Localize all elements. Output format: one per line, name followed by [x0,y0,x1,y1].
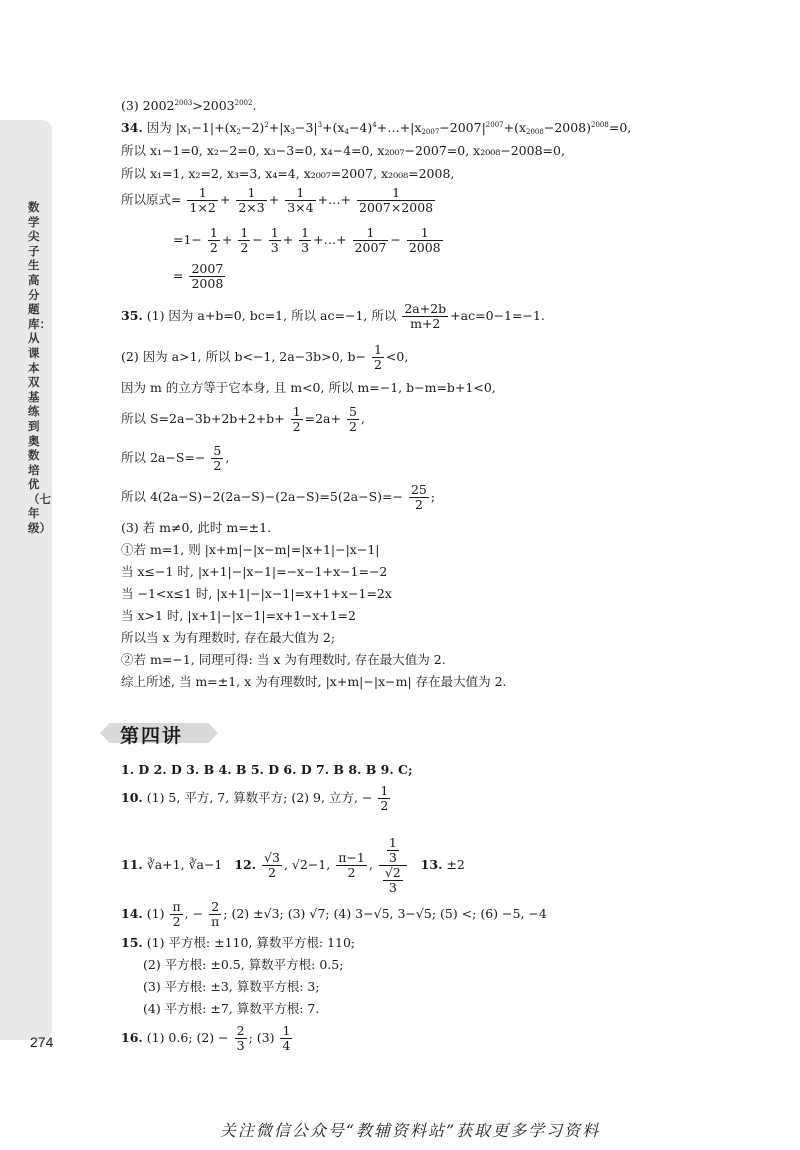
answer-line: ①若 m=1, 则 |x+m|−|x−m|=|x+1|−|x−1| [121,542,380,557]
answer-line: (2) 因为 a>1, 所以 b<−1, 2a−3b>0, b− $\frac{1}{2}$ <0, [121,342,409,372]
answer-line: (3) 平方根: ±3, 算数平方根: 3; [143,979,320,994]
answer-line: 当 x≤−1 时, |x+1|−|x−1|=−x−1+x−1=−2 [121,564,388,579]
answer-line: (3) 若 m≠0, 此时 m=±1. [121,520,272,535]
answer-line: = $\frac{2007}{2008}$ [173,261,224,291]
page-number: 274 [30,1034,54,1050]
side-tab [0,120,52,1040]
answer-line: 所以 2a−S=− $\frac{5}{2}$ , [121,443,230,473]
answer-line: (3) $2002^{2003}>2003^{2002}$. [121,98,257,113]
footer-note: 关注微信公众号“教辅资料站”获取更多学习资料 [219,1121,601,1140]
answer-10: 10. (1) 5, 平方, 7, 算数平方; (2) 9, 立方, − $\frac{1}{2}$ [121,783,389,813]
question-34-line-1: 34. 因为 $|x_1-1|+(x_2-2)^2+|x_3-3|^3+(x_4-4)^4+\dots+|x_{2007}-2007|^{2007}+(x_{2008}-2008)^{2008}=0$, [121,120,632,136]
answer-line: 所以 S=2a−3b+2b+2+b+ $\frac{1}{2}$ =2a+ $\frac{5}{2}$ , [121,404,365,434]
answer-line: 所以当 x 为有理数时, 存在最大值为 2; [121,630,336,645]
question-35-line-1: 35. (1) 因为 a+b=0, bc=1, 所以 ac=−1, 所以 $\frac{2a+2b}{m+2}$ +ac=0−1=−1. [121,301,545,331]
answer-line: ②若 m=−1, 同理可得: 当 x 为有理数时, 存在最大值为 2. [121,652,446,667]
answer-line: 所以原式= $\frac{1}{1\times 2}$ + $\frac{1}{2\times 3}$ + $\frac{1}{3\times 4}$ +…+ $\frac{1}{2007\times 2008}$ [121,185,434,215]
answer-line: 所以 x₁−1=0, x₂−2=0, x₃−3=0, x₄−4=0, x₂₀₀₇−2007=0, x₂₀₀₈−2008=0, [121,143,565,158]
answer-line: 当 −1<x≤1 时, |x+1|−|x−1|=x+1+x−1=2x [121,586,392,601]
answers-1-9: 1. D 2. D 3. B 4. B 5. D 6. D 7. B 8. B 9. C; [121,762,413,777]
answer-line: =1− $\frac{1}{2}$ + $\frac{1}{2}$ − $\frac{1}{3}$ + $\frac{1}{3}$ +…+ $\frac{1}{2007}$ − $\frac{1}{2008}$ [173,225,441,255]
answer-line: (4) 平方根: ±7, 算数平方根: 7. [143,1001,320,1016]
answer-line: 因为 m 的立方等于它本身, 且 m<0, 所以 m=−1, b−m=b+1<0, [121,380,496,395]
answer-14: 14. (1) $\frac{\pi}{2}$ , − $\frac{2}{\pi}$ ; (2) ±√3; (3) √7; (4) 3−√5, 3−√5; (5) <; (6) −5, −4 [121,899,547,929]
answer-line: 所以 4(2a−S)−2(2a−S)−(2a−S)=5(2a−S)=− $\frac{25}{2}$ ; [121,482,436,512]
answer-15: 15. (1) 平方根: ±110, 算数平方根: 110; [121,935,356,950]
section-title: 第四讲 [120,725,184,747]
book-title-vertical: 数学尖子生高分题库：从课本双基练到奥数培优（七年级） [28,200,51,536]
section-heading [100,720,218,746]
answer-16: 16. (1) 0.6; (2) − $\frac{2}{3}$ ; (3) $\frac{1}{4}$ [121,1023,291,1053]
answer-line: 所以 x₁=1, x₂=2, x₃=3, x₄=4, x₂₀₀₇=2007, x₂₀₀₈=2008, [121,166,455,181]
answer-line: 综上所述, 当 m=±1, x 为有理数时, |x+m|−|x−m| 存在最大值为 2. [121,674,507,689]
answer-line: 当 x>1 时, |x+1|−|x−1|=x+1−x+1=2 [121,608,356,623]
answers-11-13: 11. ∛a+1, ∛a−1 12. $\frac{√3}{2}$ , √2−1, $\frac{\pi-1}{2}$ , $\frac{\frac{1}{3}}{\frac{√2}{3}}$ 13. ±2 [121,835,465,895]
answer-line: (2) 平方根: ±0.5, 算数平方根: 0.5; [143,957,344,972]
